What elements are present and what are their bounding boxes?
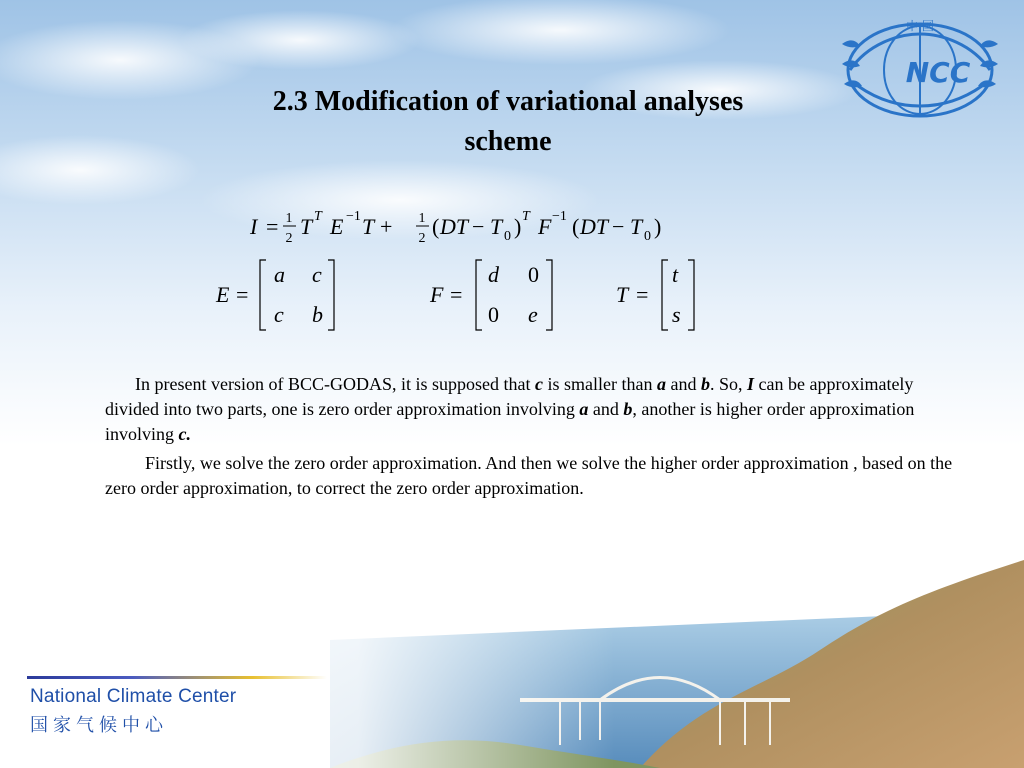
svg-text:I: I (250, 214, 258, 239)
svg-text:=: = (636, 282, 649, 307)
svg-text:s: s (672, 302, 681, 327)
svg-text:F: F (430, 282, 444, 307)
cost-function-equation (249, 209, 661, 246)
cost-function-formula (150, 198, 866, 338)
p1-text: and (665, 374, 701, 394)
footer-divider (27, 676, 327, 679)
paragraph-1 (105, 372, 967, 447)
var-i: I (746, 374, 754, 394)
var-c: c (534, 374, 543, 394)
svg-text:d: d (488, 262, 499, 287)
title-line-2: scheme (464, 126, 552, 157)
svg-text:): ) (514, 214, 522, 239)
var-b: b (623, 399, 633, 419)
svg-text:(: ( (432, 214, 440, 239)
svg-text:0: 0 (644, 229, 651, 244)
logo-wordmark: NCC (905, 56, 971, 89)
svg-text:−: − (612, 214, 625, 239)
svg-text:T: T (314, 209, 322, 224)
footer-org-english: National Climate Center (30, 686, 237, 707)
var-a: a (656, 374, 666, 394)
title-line-1: 2.3 Modification of variational analyses (272, 86, 744, 117)
vector-t (616, 260, 694, 330)
p1-text: In present version of BCC-GODAS, it is supposed that (135, 374, 535, 394)
svg-text:1: 1 (418, 211, 426, 226)
svg-text:+: + (380, 214, 393, 239)
svg-text:DT: DT (580, 214, 609, 239)
svg-text:E: E (216, 282, 230, 307)
svg-text:−: − (472, 214, 485, 239)
svg-text:t: t (672, 262, 679, 287)
svg-text:c: c (274, 302, 284, 327)
svg-text:2: 2 (418, 231, 426, 246)
svg-text:0: 0 (528, 262, 539, 287)
svg-text:F: F (538, 214, 552, 239)
footer-org-chinese: 国家气候中心 (30, 715, 168, 736)
svg-text:=: = (236, 282, 249, 307)
svg-text:1: 1 (285, 211, 293, 226)
svg-text:−1: −1 (552, 209, 567, 224)
svg-text:T: T (300, 214, 313, 239)
var-c: c. (178, 424, 192, 444)
matrix-e (215, 260, 334, 330)
svg-text:T: T (362, 214, 375, 239)
svg-text:E: E (330, 214, 344, 239)
logo-top-chars: 中 国 (906, 19, 934, 33)
svg-text:−1: −1 (346, 209, 361, 224)
var-b: b (700, 374, 710, 394)
svg-text:b: b (312, 302, 323, 327)
svg-text:T: T (630, 214, 643, 239)
body-text (105, 372, 967, 505)
p1-text: , another is higher order approximation involving (105, 399, 915, 444)
svg-text:=: = (266, 214, 279, 239)
p1-text: and (588, 399, 624, 419)
svg-text:2: 2 (285, 231, 293, 246)
svg-text:(: ( (572, 214, 580, 239)
svg-text:): ) (654, 214, 662, 239)
svg-text:0: 0 (488, 302, 499, 327)
var-a: a (579, 399, 589, 419)
p1-text: . So, (709, 374, 747, 394)
svg-text:DT: DT (440, 214, 469, 239)
p1-text: is smaller than (542, 374, 657, 394)
matrix-f (429, 260, 552, 330)
svg-text:T: T (522, 209, 530, 224)
svg-text:T: T (616, 282, 629, 307)
svg-text:0: 0 (504, 229, 511, 244)
svg-text:=: = (450, 282, 463, 307)
svg-text:c: c (312, 262, 322, 287)
svg-text:T: T (490, 214, 503, 239)
slide-title (150, 82, 866, 162)
paragraph-2: Firstly, we solve the zero order approximation. And then we solve the higher order approximation , based on the zero order approximation, to correct the zero order approximation. (105, 453, 953, 498)
p1-text: can be approximately divided into two parts, one is zero order approximation involving (105, 374, 914, 419)
svg-text:a: a (274, 262, 285, 287)
svg-text:e: e (528, 302, 538, 327)
